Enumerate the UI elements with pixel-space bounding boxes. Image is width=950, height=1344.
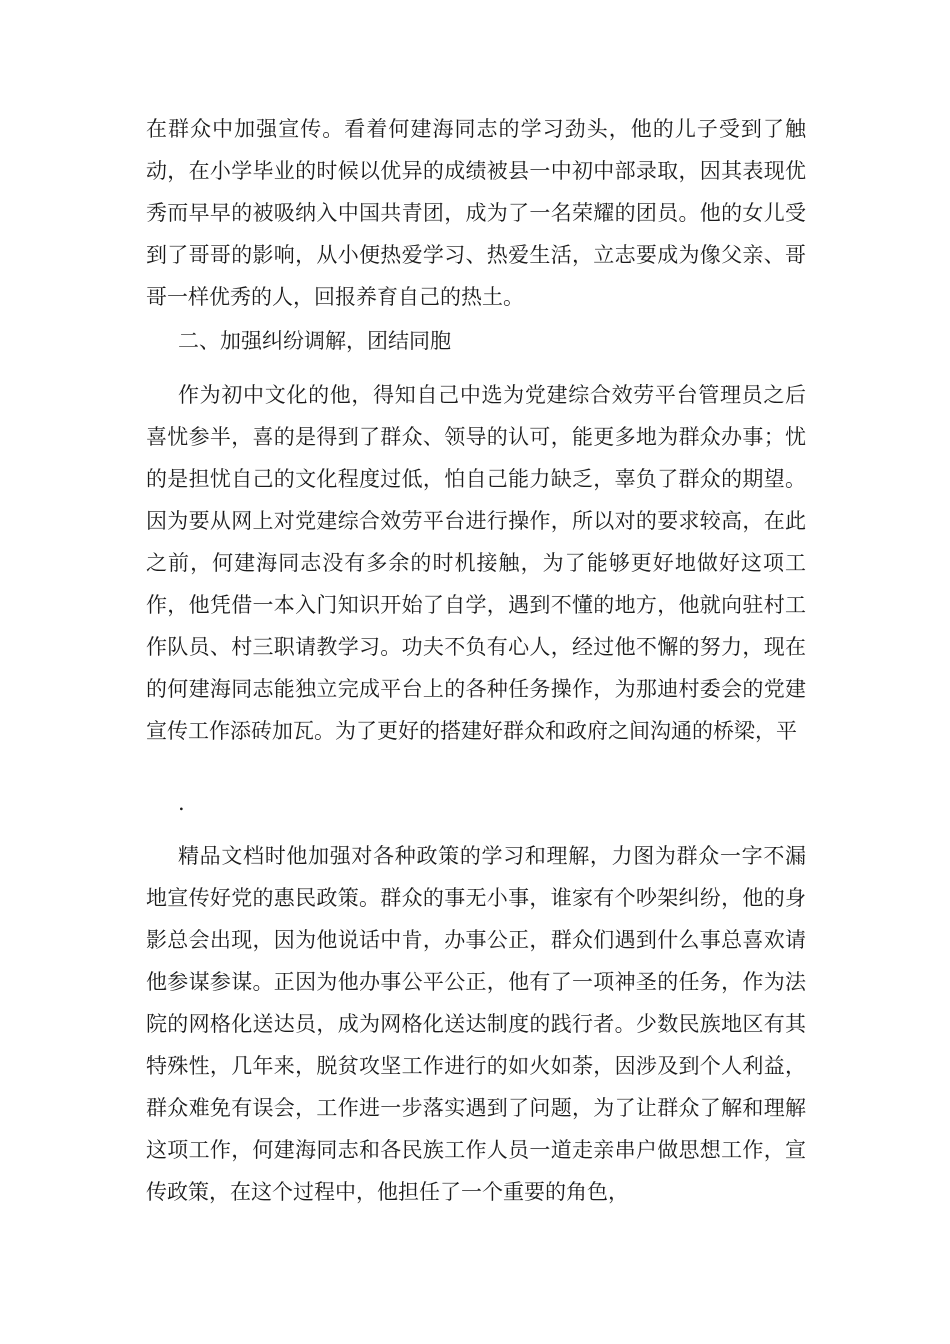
paragraph-platform-administrator: 作为初中文化的他，得知自己中选为党建综合效劳平台管理员之后喜忧参半，喜的是得到了群众、领导的认可，能更多地为群众办事；忧的是担忧自己的文化程度过低，怕自己能力缺乏，辜负了群众的期望。因为要从网上对党建综合效劳平台进行操作，所以对的要求较高，在此之前，何建海同志没有多余的时机接触，为了能够更好地做好这项工作，他凭借一本入门知识开始了自学，遇到不懂的地方，他就向驻村工作队员、村三职请教学习。功夫不负有心人，经过他不懈的努力，现在的何建海同志能独立完成平台上的各种任务操作，为那迪村委会的党建宣传工作添砖加瓦。为了更好的搭建好群众和政府之间沟通的桥梁，平 bbox=[146, 383, 806, 743]
page-break-marker: . bbox=[178, 791, 185, 815]
paragraph-family-influence: 在群众中加强宣传。看着何建海同志的学习劲头，他的儿子受到了触动，在小学毕业的时候以优异的成绩被县一中初中部录取，因其表现优秀而早早的被吸纳入中国共青团，成为了一名荣耀的团员。他的女儿受到了哥哥的影响，从小便热爱学习、热爱生活，立志要成为像父亲、哥哥一样优秀的人，回报养育自己的热土。 bbox=[146, 117, 806, 309]
section-heading-dispute-mediation: 二、加强纠纷调解，团结同胞 bbox=[178, 329, 451, 353]
paragraph-policy-promotion: 精品文档时他加强对各种政策的学习和理解，力图为群众一字不漏地宣传好党的惠民政策。群众的事无小事，谁家有个吵架纠纷，他的身影总会出现，因为他说话中肯，办事公正，群众们遇到什么事总喜欢请他参谋参谋。正因为他办事公平公正，他有了一项神圣的任务，作为法院的网格化送达员，成为网格化送达制度的践行者。少数民族地区有其特殊性，几年来，脱贫攻坚工作进行的如火如荼，因涉及到个人利益，群众难免有误会，工作进一步落实遇到了问题，为了让群众了解和理解这项工作，何建海同志和各民族工作人员一道走亲串户做思想工作，宣传政策，在这个过程中，他担任了一个重要的角色， bbox=[146, 844, 806, 1204]
